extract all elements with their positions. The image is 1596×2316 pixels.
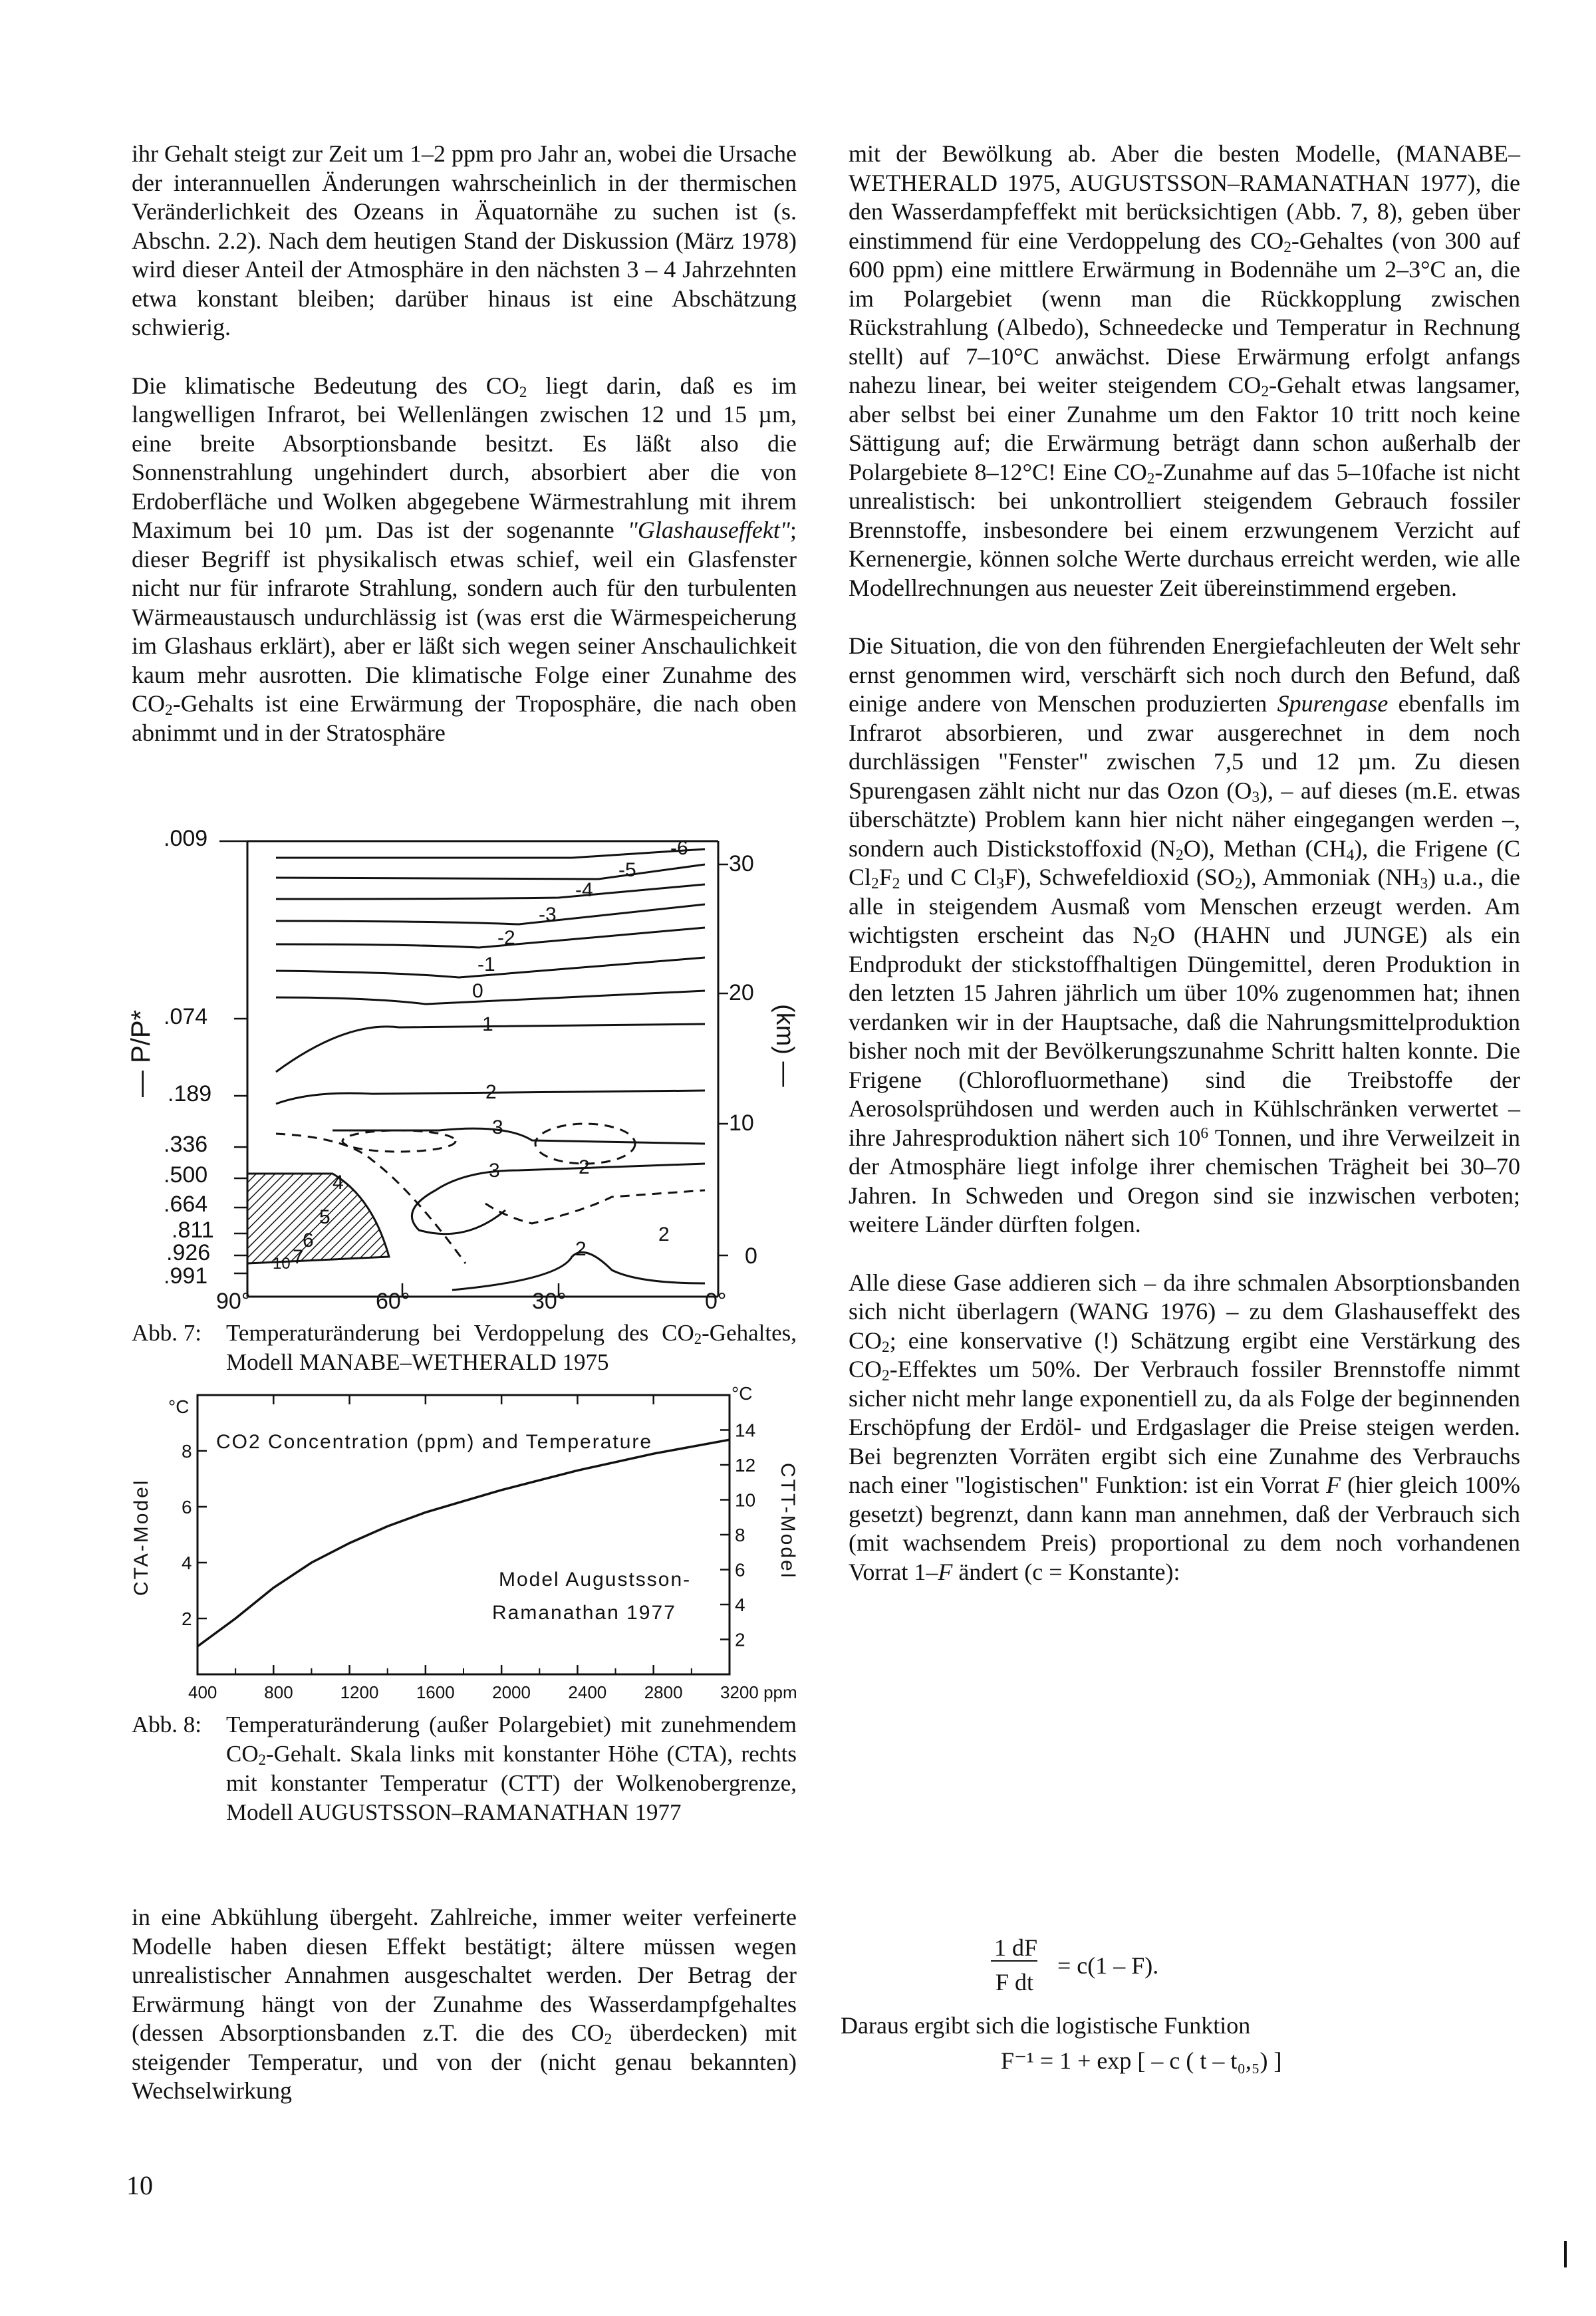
svg-text:2: 2 — [579, 1156, 590, 1178]
fig8-caption: Abb. 8: Temperaturänderung (außer Polargebiet) mit zunehmendem $CO_2$-Gehalt. Skala links mit konstanter Höhe (CTA), rechts mit konstanter Temperatur (CTT) der Wolkenobergrenze, Modell AUGUSTSSON–RAMANATHAN 1977 — [132, 1712, 797, 1825]
fig8-x-tick-label: 1200 — [340, 1682, 379, 1702]
svg-text:60°: 60° — [376, 1289, 410, 1314]
fig8-x-tick-label: 2800 — [644, 1682, 683, 1702]
left-column-bottom — [132, 1903, 797, 2106]
svg-text:10: 10 — [273, 1255, 291, 1273]
fig7-y-axis-label: — P/P* — [126, 1009, 156, 1097]
svg-text:30: 30 — [729, 851, 754, 876]
right-paragraph-4: Daraus ergibt sich die logistische Funktion — [841, 2012, 1251, 2039]
fig8-x-tick-label: 3200 ppm — [720, 1682, 797, 1702]
equation-1-rhs: = c(1 – F). — [1057, 1952, 1159, 1979]
fig7-caption: Abb. 7: Temperaturänderung bei Verdoppelung des $CO_2$-Gehaltes, Modell MANABE–WETHERALD 1975 — [132, 1320, 797, 1375]
equation-2: F⁻¹ = 1 + exp [ – c ( t – t₀,₅) ] — [1001, 2047, 1282, 2074]
fig8-x-tick-label: 800 — [264, 1682, 293, 1702]
svg-text:4: 4 — [332, 1172, 344, 1194]
svg-text:.926: .926 — [166, 1240, 211, 1265]
svg-text:.074: .074 — [164, 1004, 208, 1029]
fig8-right-axis-label: CTT-Model — [777, 1463, 799, 1580]
fig8-right-tick-label: 6 — [735, 1559, 745, 1581]
fig8-right-tick-label: 4 — [735, 1595, 745, 1615]
svg-text:.664: .664 — [164, 1192, 208, 1217]
fig8-annotation-1: Model Augustsson- — [499, 1569, 692, 1591]
fig8-right-tick-label: 14 — [735, 1420, 756, 1441]
fig8-annotation-2: Ramanathan 1977 — [492, 1602, 676, 1624]
svg-text:0: 0 — [745, 1243, 757, 1269]
fig8-x-tick-label: 1600 — [416, 1682, 455, 1702]
svg-text:0: 0 — [472, 980, 483, 1002]
svg-text:1: 1 — [482, 1013, 493, 1035]
equation-1-fraction-bar — [991, 1960, 1037, 1962]
svg-text:-2: -2 — [497, 927, 515, 949]
fig8-right-tick-label: 10 — [735, 1489, 756, 1511]
left-paragraph-2: Die klimatische Bedeutung des $CO_2$ liegt darin, daß es im langwelligen Infrarot, bei Wellenlängen zwischen 12 und 15 µm, eine breite Absorptionsbande besitzt. Es läßt also die Sonnenstrahlung ungehindert durch, absorbiert aber die von Erdoberfläche und Wolken abgegebene Wärmestrahlung mit ihrem Maximum bei 10 µm. Das ist der sogenannte "Glashauseffekt"; dieser Begriff ist physikalisch etwas schief, weil ein Glasfenster nicht nur für infrarote Strahlung, sondern auch für den turbulenten Wärmeaustausch undurchlässig ist (was erst die Wärmespeicherung im Glashaus erklärt), aber er läßt sich wegen seiner Anschaulichkeit kaum mehr ausrotten. Die klimatische Folge einer Zunahme des $CO_2$-Gehalts ist eine Erwärmung der Troposphäre, die nach oben abnimmt und in der Stratosphäre — [132, 372, 797, 746]
fig8-right-unit: °C — [732, 1383, 753, 1404]
fig8-left-ticks — [182, 1441, 207, 1629]
left-paragraph-1: ihr Gehalt steigt zur Zeit um 1–2 ppm pro Jahr an, wobei die Ursache der interannuellen Änderungen wahrscheinlich in der thermischen Veränderlichkeit des Ozeans in Äquatornähe zu suchen ist (s. Abschn. 2.2). Nach dem heutigen Stand der Diskussion (März 1978) wird dieser Anteil der Atmosphäre in den nächsten 3 – 4 Jahrzehnten etwa konstant bleiben; darüber hinaus ist eine Abschätzung schwierig. — [132, 140, 797, 340]
equation-1-numerator: 1 dF — [994, 1934, 1038, 1961]
left-paragraph-3: in eine Abkühlung übergeht. Zahlreiche, immer weiter verfeinerte Modelle haben diesen Effekt bestätigt; ältere müssen wegen unrealistischer Annahmen ausgeschaltet werden. Der Betrag der Erwärmung hängt von der Zunahme des Wasserdampfgehaltes (dessen Absorptionsbanden z.T. die des $CO_2$ überdecken) mit steigender Temperatur, und von der (nicht genau bekannten) Wechselwirkung — [132, 1904, 797, 2104]
svg-text:0°: 0° — [705, 1289, 727, 1314]
fig8-right-tick-label: 12 — [735, 1455, 756, 1476]
fig8-left-tick-label: 2 — [182, 1608, 192, 1629]
svg-text:-3: -3 — [539, 904, 557, 926]
equation-1-denominator: F dt — [996, 1969, 1034, 1995]
fig8-left-tick-label: 6 — [182, 1497, 192, 1517]
fig8-left-tick-label: 8 — [182, 1441, 192, 1462]
svg-text:.811: .811 — [172, 1218, 214, 1243]
fig8-left-tick-label: 4 — [182, 1553, 192, 1573]
svg-text:2: 2 — [658, 1223, 670, 1245]
svg-text:5: 5 — [319, 1206, 331, 1228]
svg-text:.500: .500 — [164, 1162, 208, 1188]
fig8-left-unit: °C — [168, 1396, 190, 1417]
fig8-right-tick-label: 2 — [735, 1629, 745, 1650]
svg-text:7: 7 — [293, 1246, 304, 1268]
fig7-right-axis-label: (km) — — [771, 1004, 799, 1087]
fig8-x-tick-label: 2000 — [492, 1682, 531, 1702]
page-edge-mark — [1564, 2241, 1567, 2267]
fig8-x-tick-label: 400 — [188, 1682, 217, 1702]
svg-text:.189: .189 — [168, 1081, 212, 1106]
svg-text:20: 20 — [729, 980, 754, 1005]
right-column — [849, 140, 1520, 1587]
svg-text:30°: 30° — [532, 1289, 567, 1314]
fig8-right-tick-label: 8 — [735, 1525, 745, 1545]
svg-text:-6: -6 — [670, 837, 688, 859]
svg-text:3: 3 — [489, 1160, 500, 1182]
svg-text:10: 10 — [729, 1110, 754, 1136]
fig8-x-tick-label: 2400 — [568, 1682, 607, 1702]
fig8-right-ticks — [720, 1420, 755, 1650]
svg-text:90°: 90° — [216, 1289, 251, 1314]
svg-text:2: 2 — [485, 1081, 497, 1103]
svg-text:-5: -5 — [618, 859, 636, 881]
fig8-title: CO2 Concentration (ppm) and Temperature — [216, 1431, 653, 1453]
svg-text:.336: .336 — [164, 1132, 208, 1157]
svg-text:3: 3 — [492, 1116, 503, 1138]
svg-text:.991: .991 — [164, 1263, 208, 1289]
svg-text:-1: -1 — [477, 954, 495, 975]
fig8-left-axis-label: CTA-Model — [130, 1478, 152, 1596]
page-number: 10 — [126, 2170, 153, 2200]
svg-text:-4: -4 — [575, 879, 593, 901]
right-paragraph-3: Alle diese Gase addieren sich – da ihre schmalen Absorptionsbanden sich nicht überlagern (WANG 1976) – zu dem Glashauseffekt des $CO_2$; eine konservative (!) Schätzung ergibt eine Verstärkung des $CO_2$-Effektes um 50%. Der Verbrauch fossiler Brennstoffe nimmt sicher nicht mehr lange exponentiell zu, da als Folge der beginnenden Erschöpfung der Erdöl- und Erdgaslager die Preise steigen werden. Bei begrenzten Vorräten ergibt sich eine Zunahme des Verbrauchs nach einer "logistischen" Funktion: ist ein Vorrat F (hier gleich 100% gesetzt) begrenzt, dann kann man annehmen, daß der Verbrauch sich (mit wachsendem Preis) proportional zu dem noch vorhandenen Vorrat 1–F ändert (c = Konstante): — [849, 1269, 1521, 1585]
right-paragraph-2: Die Situation, die von den führenden Energiefachleuten der Welt sehr ernst genommen wird, verschärft sich noch durch den Befund, daß einige andere von Menschen produzierten Spurengase ebenfalls im Infrarot absorbieren, und zwar ausgerechnet in dem noch durchlässigen "Fenster" zwischen 7,5 und 12 µm. Zu diesen Spurengasen zählt nicht nur das Ozon $(O_3)$, – auf dieses (m.E. etwas überschätzte) Problem kann hier nicht näher eingegangen werden –, sondern auch Distickstoffoxid $(N_2O)$, Methan $(CH_4)$, die Frigene (C $Cl_2F_2$ und C $Cl_3F$), Schwefeldioxid $(SO_2)$, Ammoniak $(NH_3)$ u.a., die alle in steigendem Ausmaß vom Menschen erzeugt werden. Am wichtigsten erscheint das $N_2O$ (HAHN und JUNGE) als ein Endprodukt der stickstoffhaltigen Düngemittel, deren Produktion in den letzten 15 Jahren jährlich um über 10% zugenommen hat; ihnen verdanken wir in der Hauptsache, daß die Nahrungsmittelproduktion bisher noch mit der Bevölkerungszunahme Schritt halten konnte. Die Frigene (Chlorofluormethane) sind die Treibstoffe der Aerosolsprühdosen und werden auch in Kühlschränken verwertet – ihre Jahresproduktion nähert sich $10^6$ Tonnen, und ihre Verweilzeit in der Atmosphäre liegt infolge ihrer chemischen Trägheit bei 30–70 Jahren. In Schweden und Oregon sind sie inzwischen verboten; weitere Länder dürften folgen. — [849, 632, 1521, 1237]
right-paragraph-1: mit der Bewölkung ab. Aber die besten Modelle, (MANABE–WETHERALD 1975, AUGUSTSSON–RAMANATHAN 1977), die den Wasserdampfeffekt mit berücksichtigen (Abb. 7, 8), geben über einstimmend für eine Verdoppelung des $CO_2$-Gehaltes (von 300 auf 600 ppm) eine mittlere Erwärmung in Bodennähe um 2–3°C an, die im Polargebiet (wenn man die Rückkopplung zwischen Rückstrahlung (Albedo), Schneedecke und Temperatur in Rechnung stellt) auf 7–10°C anwächst. Diese Erwärmung erfolgt anfangs nahezu linear, bei weiter steigendem $CO_2$-Gehalt etwas langsamer, aber selbst bei einer Zunahme um den Faktor 10 tritt noch keine Sättigung auf; die Erwärmung beträgt dann schon außerhalb der Polargebiete 8–12°C! Eine $CO_2$-Zunahme auf das 5–10fache ist nicht unrealistisch: bei unkontrolliert steigendem Gebrauch fossiler Brennstoffe, insbesondere bei einem erzwungenem Verzicht auf Kernenergie, können solche Werte durchaus erreicht werden, wie alle Modellrechnungen aus neuester Zeit übereinstimmend ergeben. — [849, 140, 1521, 601]
svg-text:.009: .009 — [164, 826, 208, 851]
svg-text:6: 6 — [303, 1229, 314, 1251]
svg-text:2: 2 — [575, 1238, 587, 1260]
